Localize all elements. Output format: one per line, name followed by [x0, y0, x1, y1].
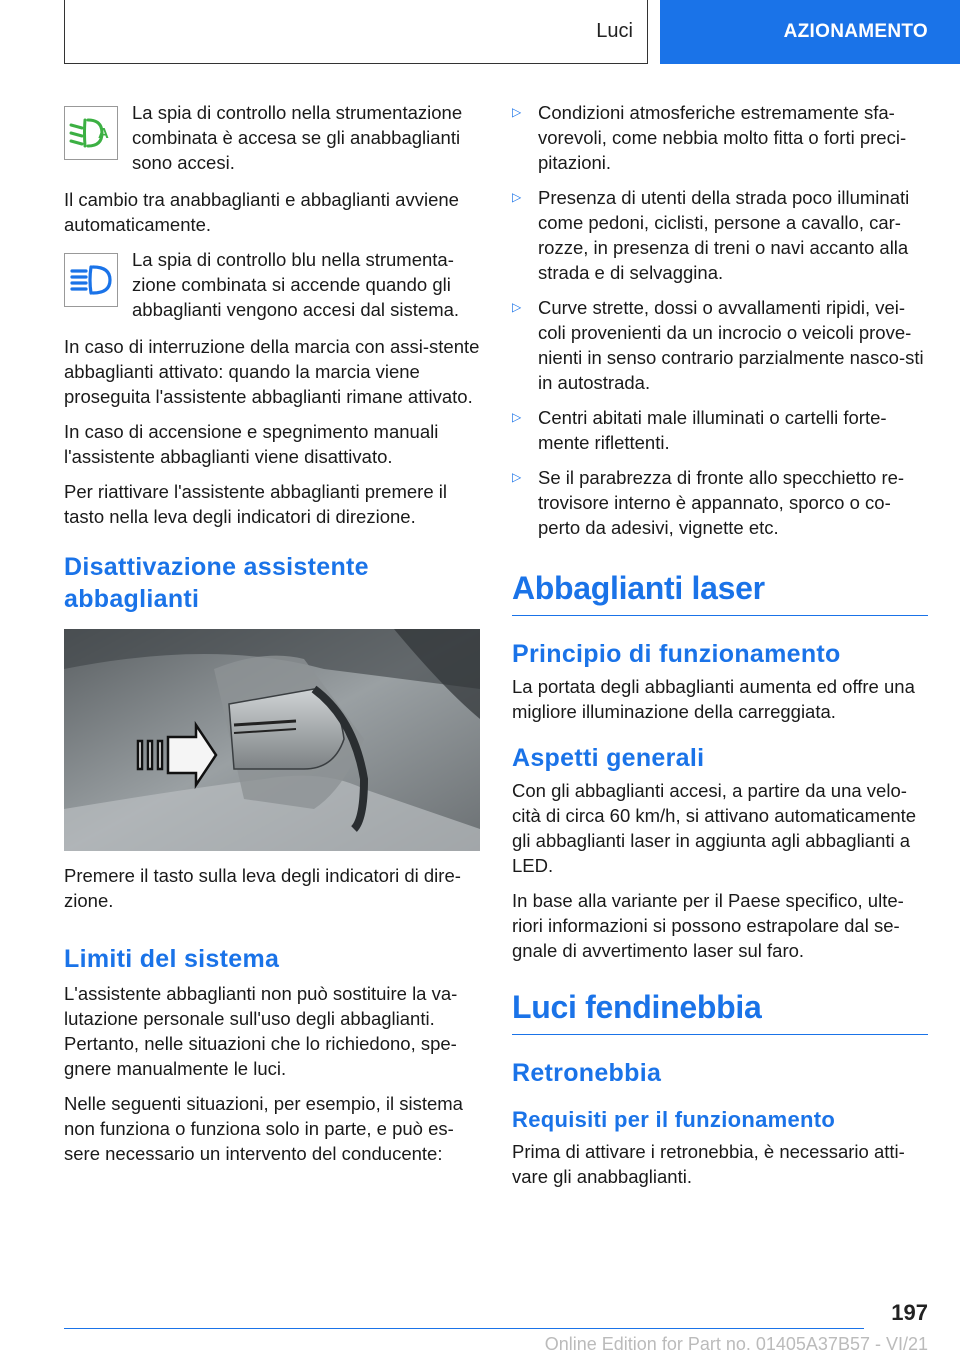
paragraph: In caso di accensione e spegnimento manuali l'assistente abbaglianti viene disattivato.: [64, 421, 439, 467]
list-item-text: Condizioni atmosferiche estremamente sfa-vorevoli, come nebbia molto fitta o forti preci-pitazioni.: [538, 102, 907, 173]
figure-caption: Premere il tasto sulla leva degli indicatori di dire-zione.: [64, 865, 461, 911]
limit-situations-list: [512, 100, 928, 540]
list-item-text: Se il parabrezza di fronte allo specchietto re-trovisore interno è appannato, sporco o co-perto da adesivi, vignette etc.: [538, 467, 905, 538]
paragraph: La portata degli abbaglianti aumenta ed offre una migliore illuminazione della carreggiata.: [512, 676, 915, 722]
heading-limiti: Limiti del sistema: [64, 945, 280, 973]
list-item: [512, 465, 928, 540]
paragraph: Il cambio tra anabbaglianti e abbaglianti avviene automaticamente.: [64, 189, 459, 235]
low-beam-assist-indicator-icon: [64, 106, 118, 160]
paragraph: Nelle seguenti situazioni, per esempio, il sistema non funziona o funziona solo in parte, e può es-sere necessario un intervento del conducente:: [64, 1093, 463, 1164]
left-column: [64, 100, 480, 1176]
bullet-triangle-icon: ▷: [512, 300, 522, 314]
bullet-triangle-icon: ▷: [512, 470, 522, 484]
list-item-text: Curve strette, dossi o avvallamenti ripidi, vei-coli provenienti da un incrocio o veicoli prove-nienti in senso contrario parzialmente nasco-sti in autostrada.: [538, 297, 924, 393]
heading-luci-fendinebbia: Luci fendinebbia: [512, 989, 928, 1035]
bullet-triangle-icon: ▷: [512, 410, 522, 424]
header-section: [64, 0, 648, 64]
heading-aspetti: Aspetti generali: [512, 744, 705, 772]
icon-note-2: La spia di controllo blu nella strumenta-zione combinata si accende quando gli abbaglianti vengono accesi dal sistema.: [132, 249, 460, 320]
right-column: [512, 100, 928, 1199]
high-beam-indicator-icon: [64, 253, 118, 307]
list-item-text: Centri abitati male illuminati o cartelli forte-mente riflettenti.: [538, 407, 887, 453]
paragraph: In caso di interruzione della marcia con assi-stente abbaglianti attivato: quando la marcia viene proseguita l'assistente abbaglianti rimane attivato.: [64, 336, 480, 407]
list-item: [512, 405, 928, 455]
header-chapter-label: AZIONAMENTO: [783, 21, 928, 42]
paragraph: Con gli abbaglianti accesi, a partire da una velo-cità di circa 60 km/h, si attivano automaticamente gli abbaglianti laser in aggiunta agli abbaglianti a LED.: [512, 780, 917, 876]
turn-signal-lever-figure: [64, 629, 480, 851]
bullet-triangle-icon: ▷: [512, 105, 522, 119]
heading-disattivazione: Disattivazione assistente abbaglianti: [64, 553, 369, 613]
icon-note-1: La spia di controllo nella strumentazione combinata è accesa se gli anabbaglianti sono accesi.: [132, 102, 463, 173]
heading-retronebbia: Retronebbia: [512, 1059, 662, 1087]
header-chapter: [660, 0, 960, 64]
paragraph: In base alla variante per il Paese specifico, ulte-riori informazioni si possono estrapolare dal se-gnale di avvertimento laser sul faro.: [512, 890, 904, 961]
icon-note-high-beam: [64, 247, 480, 322]
icon-note-low-beam: [64, 100, 480, 175]
list-item: [512, 295, 928, 395]
footer-divider: [64, 1328, 864, 1329]
heading-principio: Principio di funzionamento: [512, 640, 841, 668]
header-section-label: Luci: [596, 20, 633, 42]
paragraph: L'assistente abbaglianti non può sostituire la va-lutazione personale sull'uso degli abbaglianti. Pertanto, nelle situazioni che lo richiedono, spe-gnere manualmente le luci.: [64, 983, 458, 1079]
footer-edition: Online Edition for Part no. 01405A37B57 - VI/21: [544, 1334, 928, 1354]
page-number: 197: [891, 1300, 928, 1325]
paragraph: Prima di attivare i retronebbia, è necessario atti-vare gli anabbaglianti.: [512, 1141, 905, 1187]
list-item-text: Presenza di utenti della strada poco illuminati come pedoni, ciclisti, persone a cavallo, car-rozze, in presenza di treni o navi accanto alla strada e di selvaggina.: [538, 187, 910, 283]
heading-requisiti: Requisiti per il funzionamento: [512, 1107, 836, 1132]
list-item: [512, 185, 928, 285]
heading-abbaglianti-laser: Abbaglianti laser: [512, 570, 928, 616]
list-item: [512, 100, 928, 175]
bullet-triangle-icon: ▷: [512, 190, 522, 204]
paragraph: Per riattivare l'assistente abbaglianti premere il tasto nella leva degli indicatori di direzione.: [64, 481, 447, 527]
svg-text:A: A: [98, 125, 109, 142]
